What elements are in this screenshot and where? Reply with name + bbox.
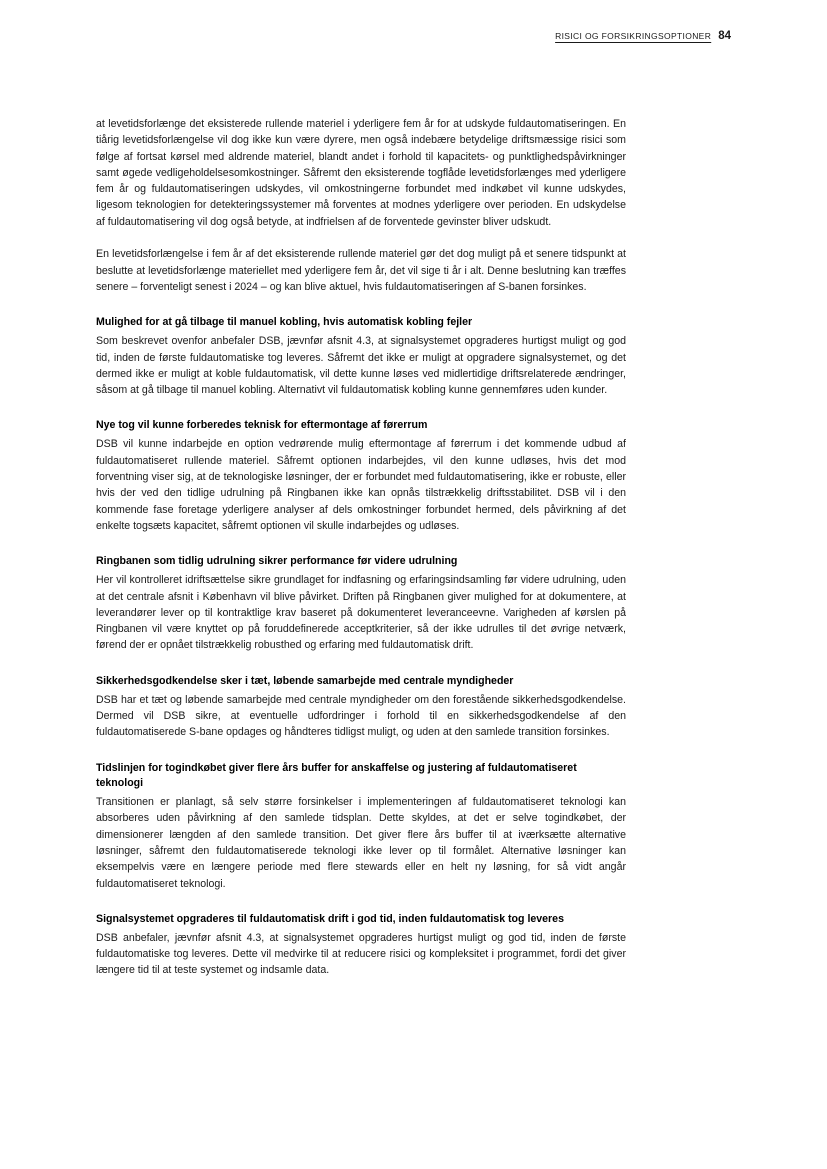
section-heading-ringbanen: Ringbanen som tidlig udrulning sikrer performance før videre udrulning <box>96 555 458 568</box>
section-text-manuel-kobling: Som beskrevet ovenfor anbefaler DSB, jævnfør afsnit 4.3, at signalsystemet opgraderes hurtigst muligt og god tid, inden de første fuldautomatiske tog leveres. Såfremt det ikke er muligt at opgradere signalsystemet, og det dermed ikke er muligt at koble fuldautomatisk, vil dette kunne løses ved midlertidige driftsrelaterede ændringer, såsom at gå tilbage til manuel kobling. Alternativt vil fuldautomatisk kobling kunne gennemføres uden kunder. <box>96 335 626 397</box>
section-text-signalsystemet: DSB anbefaler, jævnfør afsnit 4.3, at signalsystemet opgraderes hurtigst muligt og god tid, inden de første fuldautomatiske tog leveres. Dette vil medvirke til at reducere risici og kompleksitet i programmet, fordi det giver længere tid til at teste systemet og indsamle data. <box>96 931 626 977</box>
section-spacer <box>96 741 626 761</box>
section-text-tidslinje-togindkoeb: Transitionen er planlagt, så selv større forsinkelser i implementeringen af fuldautomatiseret teknologi kan absorberes uden påvirkning af den samlede tidsplan. Dette skyldes, at det er selve togindkøbet, der dimensionerer længden af den samlede transition. Det giver flere års buffer til at iværksætte alternative løsninger, såfremt den fuldautomatiserede teknologi ikke lever op til formålet. Alternative løsninger kan eksempelvis være en længere periode med flere stewards eller en helt ny løsning, for så vidt angår fuldautomatiseret teknologi. <box>96 796 626 890</box>
header-chapter-title: RISICI OG FORSIKRINGSOPTIONER <box>555 31 712 41</box>
section-heading-manuel-kobling: Mulighed for at gå tilbage til manuel kobling, hvis automatisk kobling fejler <box>96 316 473 329</box>
section-spacer <box>96 892 626 912</box>
section-spacer <box>96 295 626 315</box>
section-heading-tidslinje-togindkoeb: Tidslinjen for togindkøbet giver flere års buffer for anskaffelse og justering af fuldautomatiseret teknologi <box>96 761 577 789</box>
section-spacer <box>96 398 626 418</box>
section-text-eftermontage-foererrum: DSB vil kunne indarbejde en option vedrørende mulig eftermontage af førerrum i det kommende udbud af fuldautomatiseret rullende materiel. Såfremt optionen indarbejdes, vil den kunne udløses, hvis det mod forventning viser sig, at de teknologiske løsninger, der er forbundet med fuldautomatisering, ikke er robuste, eller hvis der ved den tidlige udrulning på Ringbanen ikke kan opnås tilstrækkelig driftsstabilitet. DSB vil i den kommende fase foretage yderligere analyser af dels omkostninger forbundet hermed, dels påvirkning af det enkelte togsæts kapacitet, såfremt optionen vil skulle indarbejdes og udløses. <box>96 438 626 532</box>
section-heading-sikkerhedsgodkendelse: Sikkerhedsgodkendelse sker i tæt, løbende samarbejde med centrale myndigheder <box>96 674 514 687</box>
section-spacer <box>96 654 626 674</box>
paragraph-spacer <box>96 230 626 246</box>
section-heading-eftermontage-foererrum: Nye tog vil kunne forberedes teknisk for eftermontage af førerrum <box>96 419 428 432</box>
section-heading-signalsystemet: Signalsystemet opgraderes til fuldautomatisk drift i god tid, inden fuldautomatisk tog leveres <box>96 912 564 925</box>
section-text-sikkerhedsgodkendelse: DSB har et tæt og løbende samarbejde med centrale myndigheder om den forestående sikkerhedsgodkendelse. Dermed vil DSB sikre, at eventuelle udfordringer i forhold til en sikkerhedsgodkendelse af den fuldautomatiserede S-bane opdages og håndteres tidligst muligt, og uden at den samlede transition forsinkes. <box>96 693 626 739</box>
paragraph-intro-1: at levetidsforlænge det eksisterede rullende materiel i yderligere fem år for at udskyde fuldautomatiseringen. En tiårig levetidsforlængelse vil dog ikke kun være dyrere, men også indebære betydelige driftsmæssige risici som følge af fortsat kørsel med aldrende materiel, blandt andet i forhold til kapacitets- og punktlighedspåvirkninger samt øgede vedligeholdelsesomkostninger. Såfremt den eksisterende togflåde levetidsforlænges med yderligere fem år og fuldautomatiseringen udskydes, vil omkostningerne forbundet med indkøbet vil kunne udskydes, ligesom teknologien for detekteringssystemer må forventes at modnes yderligere over perioden. En udskydelse af fuldautomatisering vil dog også betyde, at indfrielsen af de forventede gevinster bliver udskudt. <box>96 118 626 228</box>
page-content <box>96 116 626 979</box>
section-spacer <box>96 534 626 554</box>
running-header <box>555 30 731 42</box>
section-text-ringbanen: Her vil kontrolleret idriftsættelse sikre grundlaget for indfasning og erfaringsindsamling før videre udrulning, uden at det centrale afsnit i København vil blive påvirket. Driften på Ringbanen giver mulighed for at dokumentere, at leverandører lever op til kontraktlige krav baseret på dokumenteret leveranceevne. Varigheden af kørslen på Ringbanen vil være knyttet op på foruddefinerede acceptkriterier, så der ikke udrulles til det øvrige netværk, førend der er opnået tilstrækkelig robusthed og erfaring med fuldautomatisk drift. <box>96 574 626 652</box>
paragraph-intro-2: En levetidsforlængelse i fem år af det eksisterende rullende materiel gør det dog muligt på et senere tidspunkt at beslutte at levetidsforlænge materiellet med yderligere fem år, det vil sige ti år i alt. Denne beslutning kan træffes senere – forventeligt senest i 2024 – og kan blive aktuel, hvis fuldautomatiseringen af S-banen forsinkes. <box>96 248 626 293</box>
page-number: 84 <box>718 30 731 42</box>
